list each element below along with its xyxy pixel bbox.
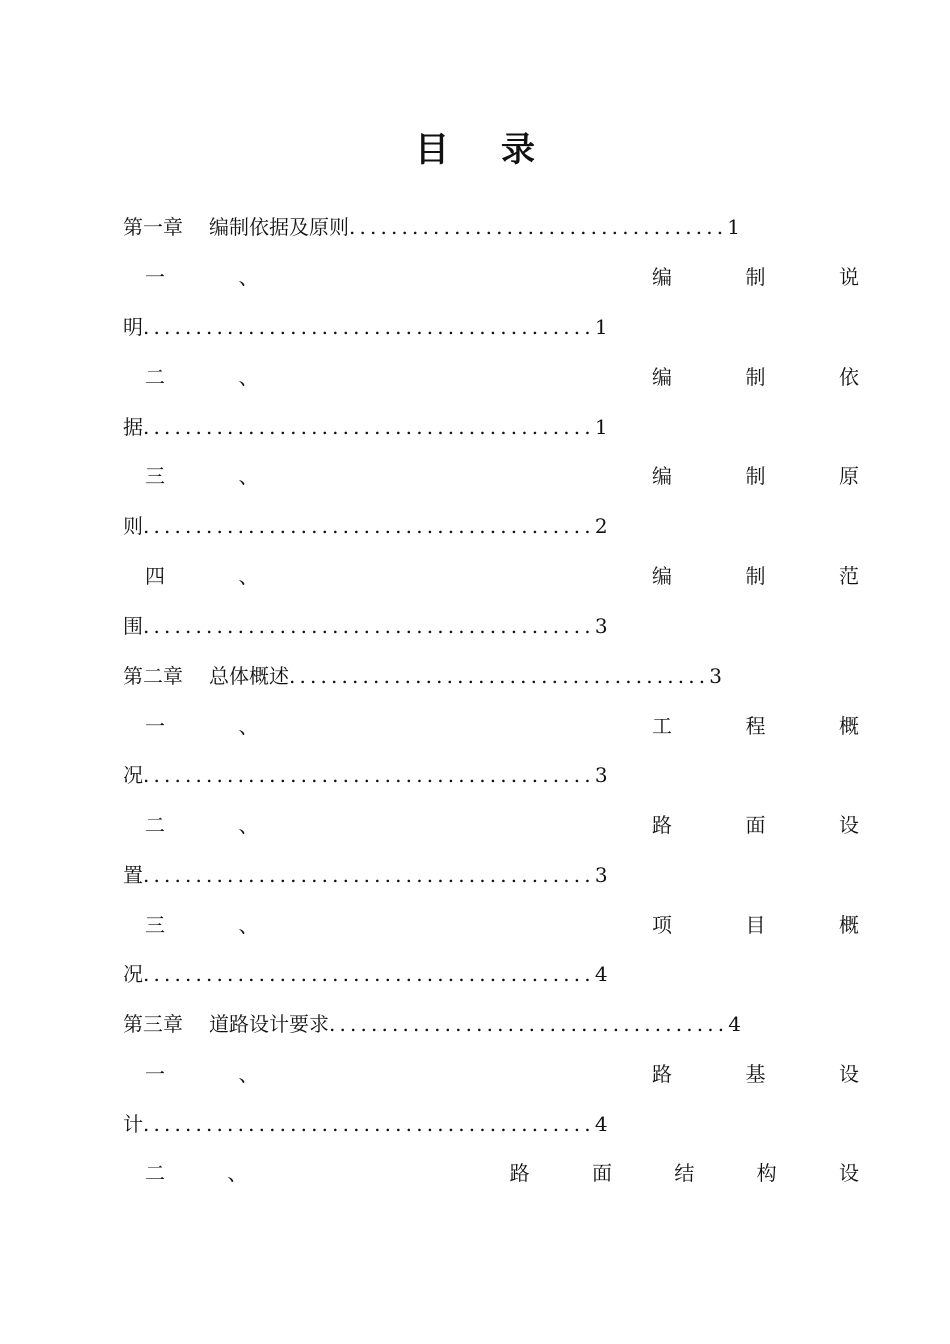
leader-dots: ........................................... <box>143 514 595 538</box>
section-char: 制 <box>745 365 766 389</box>
section-char: 路 <box>652 1062 672 1086</box>
section-number: 二 <box>145 1161 165 1185</box>
section-char: 制 <box>745 464 766 488</box>
section-separator: 、 <box>238 464 259 488</box>
section-char: 构 <box>756 1161 777 1185</box>
toc-section-continuation[interactable] <box>123 1109 859 1139</box>
section-number: 一 <box>145 714 165 738</box>
page-title <box>0 128 950 172</box>
section-separator: 、 <box>238 365 259 389</box>
section-char: 设 <box>839 813 859 837</box>
section-number: 三 <box>145 464 165 488</box>
section-number: 一 <box>145 1062 165 1086</box>
toc-section-line[interactable] <box>123 461 859 491</box>
leader-dots: ........................................ <box>289 664 710 688</box>
section-number: 三 <box>145 913 165 937</box>
section-separator: 、 <box>227 1161 248 1185</box>
section-number: 二 <box>145 365 165 389</box>
page-number: 3 <box>594 763 608 787</box>
section-char: 编 <box>652 564 672 588</box>
section-number: 二 <box>145 813 165 837</box>
section-char: 面 <box>591 1161 612 1185</box>
section-char: 范 <box>839 564 859 588</box>
section-char: 概 <box>839 913 859 937</box>
toc-section-line[interactable] <box>123 1158 859 1188</box>
page-number: 2 <box>594 514 608 538</box>
chapter-text: 总体概述 <box>209 664 289 688</box>
toc-section-line[interactable] <box>123 362 859 392</box>
section-char: 制 <box>745 265 766 289</box>
toc-section-continuation[interactable] <box>123 611 859 641</box>
section-separator: 、 <box>238 813 259 837</box>
leader-dots: ........................................... <box>143 763 595 787</box>
leader-dots: ........................................... <box>143 962 595 986</box>
toc-section-line[interactable] <box>123 910 859 940</box>
section-separator: 、 <box>238 1062 259 1086</box>
section-separator: 、 <box>238 564 259 588</box>
page-number: 4 <box>728 1012 742 1036</box>
chapter-label: 第二章 <box>123 664 183 688</box>
leader-dots: ........................................... <box>143 1112 595 1136</box>
toc-section-line[interactable] <box>123 711 859 741</box>
section-char: 制 <box>745 564 766 588</box>
chapter-text: 编制依据及原则 <box>209 215 349 239</box>
page-number: 1 <box>727 215 741 239</box>
chapter-label: 第三章 <box>123 1012 183 1036</box>
toc-section-continuation[interactable] <box>123 860 859 890</box>
section-char: 面 <box>745 813 766 837</box>
toc-section-continuation[interactable] <box>123 412 859 442</box>
section-number: 四 <box>145 564 165 588</box>
section-char: 说 <box>839 265 859 289</box>
toc-section-line[interactable] <box>123 810 859 840</box>
leader-dots: ........................................... <box>143 315 595 339</box>
page-number: 3 <box>594 614 608 638</box>
section-separator: 、 <box>238 265 259 289</box>
toc-section-continuation[interactable] <box>123 760 859 790</box>
leader-dots: ........................................... <box>143 614 595 638</box>
section-text-end: 况 <box>123 962 143 986</box>
section-char: 工 <box>652 714 672 738</box>
page-number: 4 <box>594 962 608 986</box>
toc-section-line[interactable] <box>123 561 859 591</box>
section-char: 概 <box>839 714 859 738</box>
section-separator: 、 <box>238 913 259 937</box>
section-char: 程 <box>745 714 766 738</box>
title-char-2: 录 <box>501 130 535 170</box>
section-char: 结 <box>674 1161 695 1185</box>
section-char: 编 <box>652 365 672 389</box>
section-char: 路 <box>509 1161 530 1185</box>
leader-dots: ........................................... <box>143 863 595 887</box>
section-text-end: 明 <box>123 315 143 339</box>
toc-chapter-line[interactable] <box>123 1009 859 1039</box>
toc-section-continuation[interactable] <box>123 959 859 989</box>
page-number: 1 <box>594 315 608 339</box>
toc-chapter-line[interactable] <box>123 661 859 691</box>
toc-chapter-line[interactable] <box>123 212 859 242</box>
section-text-end: 围 <box>123 614 143 638</box>
section-char: 路 <box>652 813 672 837</box>
section-text-end: 置 <box>123 863 143 887</box>
section-char: 设 <box>838 1161 859 1185</box>
section-char: 项 <box>652 913 672 937</box>
page-number: 3 <box>709 664 723 688</box>
toc-section-continuation[interactable] <box>123 511 859 541</box>
chapter-text: 道路设计要求 <box>209 1012 329 1036</box>
title-char-1: 目 <box>415 130 449 170</box>
toc-section-line[interactable] <box>123 262 859 292</box>
section-char: 设 <box>839 1062 859 1086</box>
toc-section-continuation[interactable] <box>123 312 859 342</box>
section-char: 基 <box>745 1062 766 1086</box>
section-text-end: 据 <box>123 415 143 439</box>
leader-dots: ........................................... <box>143 415 595 439</box>
leader-dots: ...................................... <box>329 1012 729 1036</box>
section-separator: 、 <box>238 714 259 738</box>
section-char: 依 <box>839 365 859 389</box>
section-char: 目 <box>745 913 766 937</box>
toc-section-line[interactable] <box>123 1059 859 1089</box>
section-text-end: 况 <box>123 763 143 787</box>
section-char: 编 <box>652 464 672 488</box>
leader-dots: .................................... <box>349 215 728 239</box>
page-number: 4 <box>594 1112 608 1136</box>
page-number: 1 <box>594 415 608 439</box>
section-text-end: 则 <box>123 514 143 538</box>
chapter-label: 第一章 <box>123 215 183 239</box>
section-number: 一 <box>145 265 165 289</box>
section-char: 编 <box>652 265 672 289</box>
page-number: 3 <box>594 863 608 887</box>
section-char: 原 <box>839 464 859 488</box>
section-text-end: 计 <box>123 1112 143 1136</box>
